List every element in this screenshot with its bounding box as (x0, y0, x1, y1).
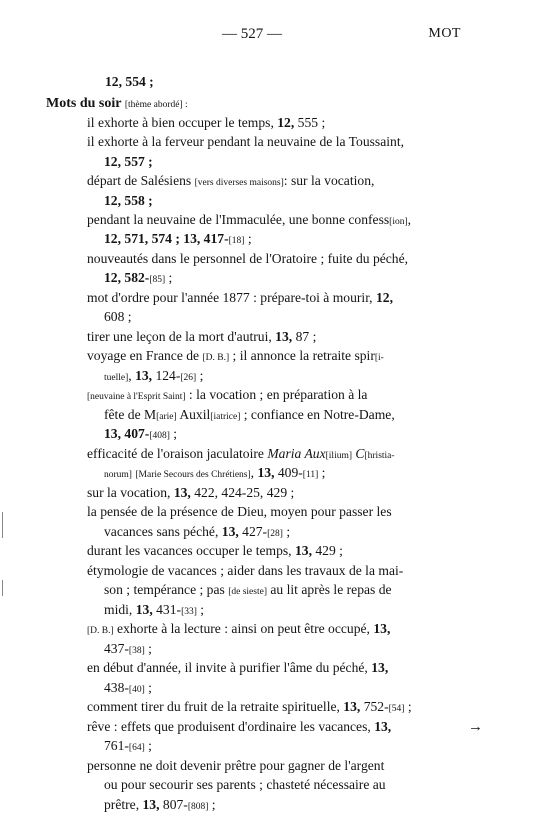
index-line: 12, 554 ; (105, 74, 154, 89)
index-line: 13, 407-[408] ; (104, 426, 178, 441)
index-line: efficacité de l'oraison jaculatoire Maria Aux[ilium] C[hristia- (87, 446, 395, 461)
index-line: sur la vocation, 13, 422, 424-25, 429 ; (87, 485, 295, 500)
index-line: départ de Salésiens [vers diverses maisons]: sur la vocation, (87, 173, 375, 188)
index-line: mot d'ordre pour l'année 1877 : prépare-toi à mourir, 12, (87, 290, 393, 305)
index-line: comment tirer du fruit de la retraite spirituelle, 13, 752-[54] ; (87, 699, 412, 714)
index-line: la pensée de la présence de Dieu, moyen pour passer les (87, 504, 392, 519)
running-head: MOT (428, 26, 461, 41)
head-note: [thème abordé] : (124, 100, 188, 110)
index-line: en début d'année, il invite à purifier l'âme du péché, 13, (87, 660, 389, 675)
index-line: 761-[64] ; (104, 738, 152, 753)
index-line: midi, 13, 431-[33] ; (104, 602, 205, 617)
index-line: durant les vacances occuper le temps, 13, 429 ; (87, 543, 343, 558)
index-head-line (46, 94, 188, 112)
index-line: voyage en France de [D. B.] ; il annonce la retraite spir[i- (87, 348, 384, 363)
index-line: 12, 557 ; (104, 154, 153, 169)
index-line: tuelle], 13, 124-[26] ; (104, 368, 204, 383)
index-line: personne ne doit devenir prêtre pour gagner de l'argent (87, 758, 385, 773)
index-line: vacances sans péché, 13, 427-[28] ; (104, 524, 291, 539)
index-line: 12, 571, 574 ; 13, 417-[18] ; (104, 231, 252, 246)
index-line: 438-[40] ; (104, 680, 152, 695)
index-line: tirer une leçon de la mort d'autrui, 13, 87 ; (87, 329, 317, 344)
index-line: étymologie de vacances ; aider dans les travaux de la mai- (87, 563, 404, 578)
page-header (0, 26, 538, 48)
index-line: il exhorte à bien occuper le temps, 12, 555 ; (87, 115, 326, 130)
page-number: — 527 — (222, 26, 282, 42)
index-line: nouveautés dans le personnel de l'Oratoire ; fuite du péché, (87, 251, 409, 266)
index-line: son ; tempérance ; pas [de sieste] au lit après le repas de (104, 582, 392, 597)
continuation-arrow-icon: → (468, 719, 483, 735)
index-line: il exhorte à la ferveur pendant la neuvaine de la Toussaint, (87, 134, 404, 149)
index-line: [neuvaine à l'Esprit Saint] : la vocation ; en préparation à la (87, 387, 368, 402)
index-line: pendant la neuvaine de l'Immaculée, une bonne confess[ion], (87, 212, 412, 227)
index-line: 437-[38] ; (104, 641, 152, 656)
index-line: 608 ; (104, 309, 132, 324)
margin-mark (2, 580, 3, 596)
index-line: 12, 558 ; (104, 193, 153, 208)
index-line: norum] [Marie Secours des Chrétiens], 13, 409-[11] ; (104, 465, 326, 480)
index-line: ou pour secourir ses parents ; chasteté nécessaire au (104, 777, 386, 792)
index-line: fête de M[arie] Auxil[iatrice] ; confiance en Notre-Dame, (104, 407, 395, 422)
head-term: Mots du soir (46, 96, 122, 111)
index-line: 12, 582-[85] ; (104, 270, 173, 285)
index-line: [D. B.] exhorte à la lecture : ainsi on peut être occupé, 13, (87, 621, 391, 636)
margin-mark (2, 512, 3, 538)
index-line: prêtre, 13, 807-[808] ; (104, 797, 216, 812)
index-line: rêve : effets que produisent d'ordinaire les vacances, 13, (87, 719, 392, 734)
